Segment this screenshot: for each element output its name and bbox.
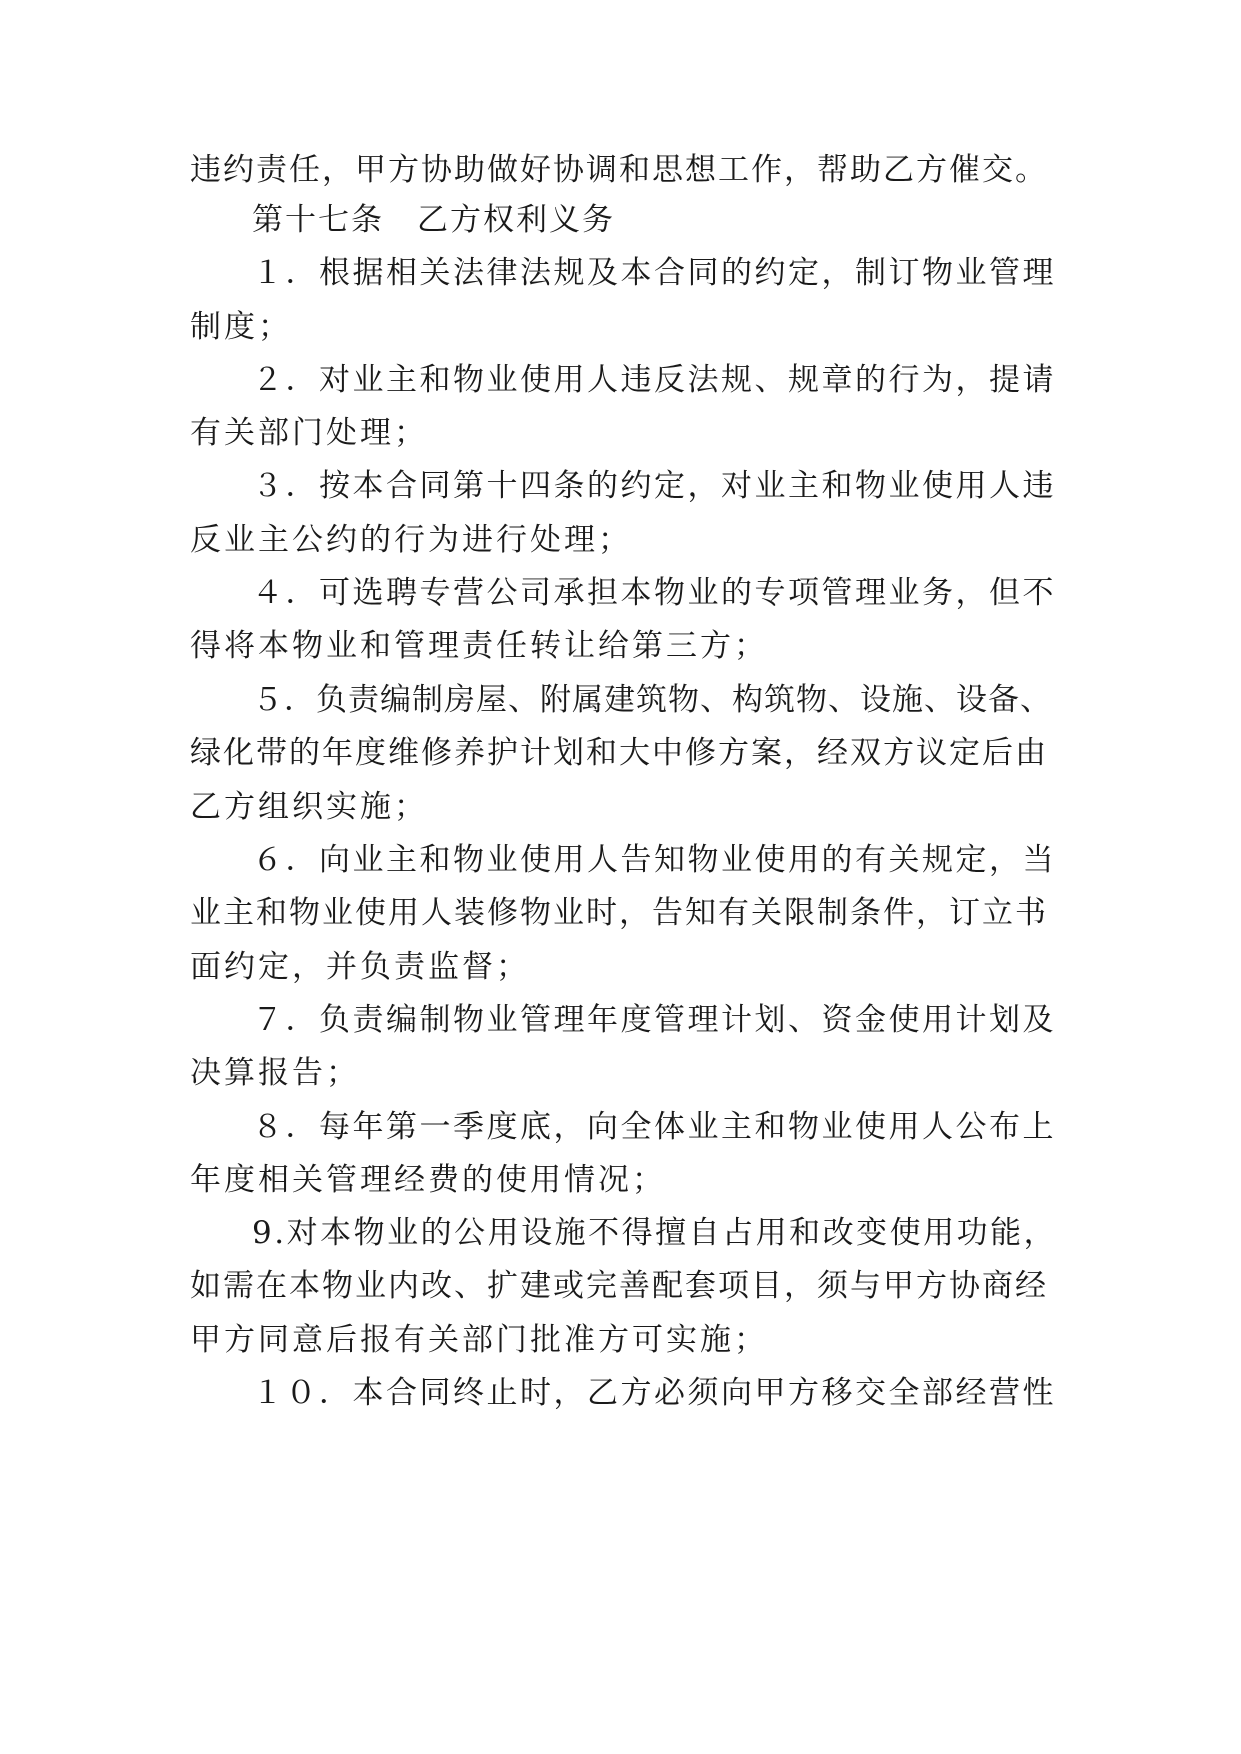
text-line: ６．向业主和物业使用人告知物业使用的有关规定，当 (252, 842, 1056, 878)
text-line: 有关部门处理； (190, 415, 428, 451)
text-line: １．根据相关法律法规及本合同的约定，制订物业管理 (252, 255, 1056, 291)
text-line: ７．负责编制物业管理年度管理计划、资金使用计划及 (252, 1002, 1056, 1038)
article-heading: 第十七条 乙方权利义务 (252, 202, 615, 238)
text-line: ２．对业主和物业使用人违反法规、规章的行为，提请 (252, 362, 1056, 398)
text-line: 反业主公约的行为进行处理； (190, 522, 632, 558)
text-line: 决算报告； (190, 1055, 360, 1091)
text-line: 绿化带的年度维修养护计划和大中修方案，经双方议定后由 (190, 735, 1048, 771)
text-line: 违约责任，甲方协助做好协调和思想工作，帮助乙方催交。 (190, 152, 1048, 188)
text-line: 制度； (190, 309, 292, 345)
text-line: ５．负责编制房屋、附属建筑物、构筑物、设施、设备、 (252, 682, 1052, 718)
text-line: 甲方同意后报有关部门批准方可实施； (190, 1322, 768, 1358)
text-line: 如需在本物业内改、扩建或完善配套项目，须与甲方协商经 (190, 1268, 1048, 1304)
text-line: ３．按本合同第十四条的约定，对业主和物业使用人违 (252, 468, 1056, 504)
text-line: 业主和物业使用人装修物业时，告知有关限制条件，订立书 (190, 895, 1048, 931)
text-line: 年度相关管理经费的使用情况； (190, 1162, 666, 1198)
text-line: 乙方组织实施； (190, 789, 428, 825)
text-line: 得将本物业和管理责任转让给第三方； (190, 628, 768, 664)
text-line: 面约定，并负责监督； (190, 949, 530, 985)
text-line: ８．每年第一季度底，向全体业主和物业使用人公布上 (252, 1109, 1056, 1145)
text-line: 9.对本物业的公用设施不得擅自占用和改变使用功能， (252, 1215, 1058, 1251)
text-line: １０．本合同终止时，乙方必须向甲方移交全部经营性 (252, 1375, 1056, 1411)
text-line: ４．可选聘专营公司承担本物业的专项管理业务，但不 (252, 575, 1056, 611)
